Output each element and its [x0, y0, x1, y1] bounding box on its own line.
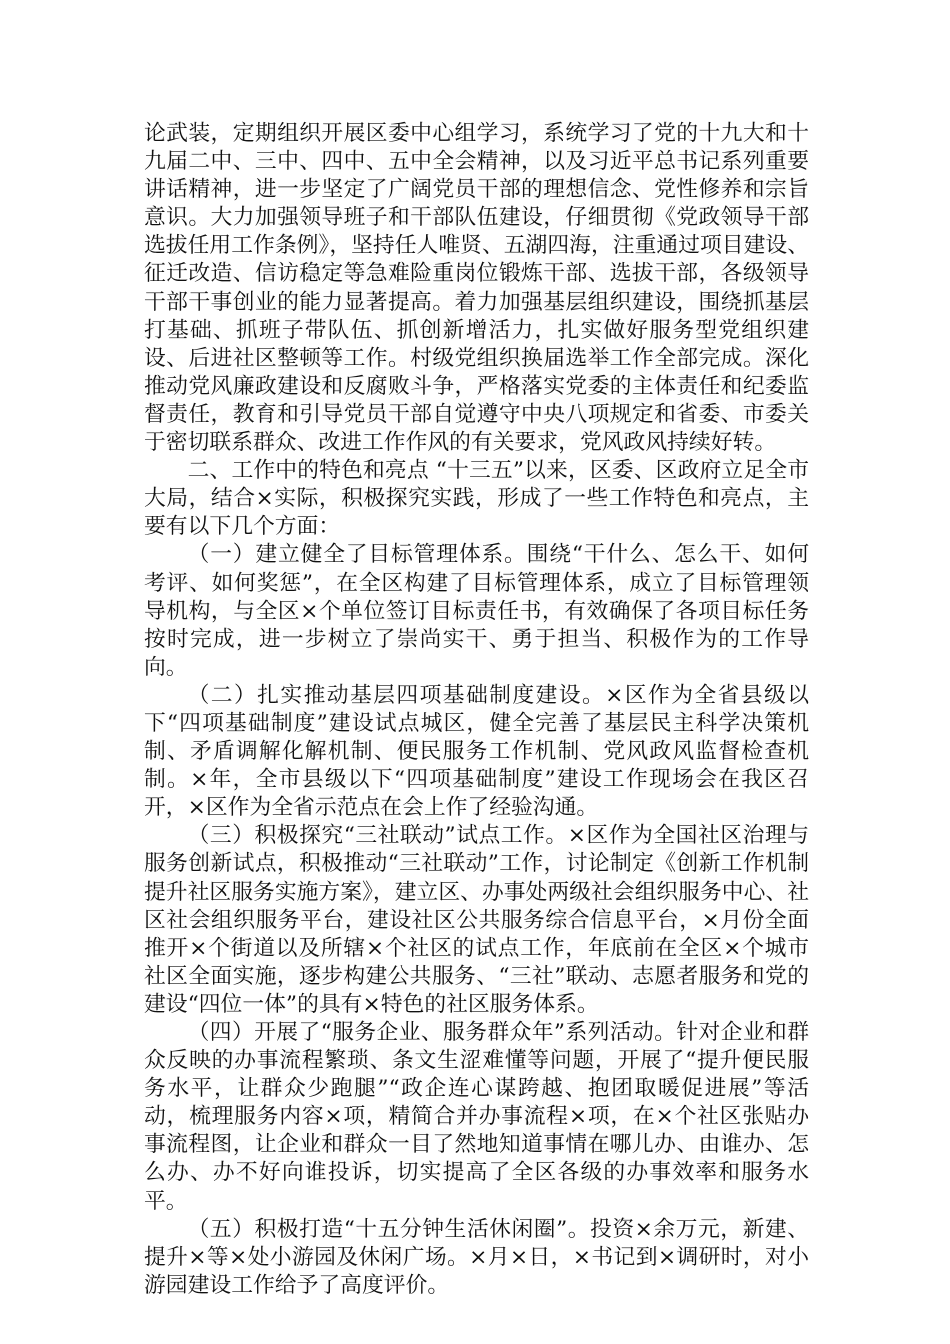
paragraph-party-building: 论武装，定期组织开展区委中心组学习，系统学习了党的十九大和十九届二中、三中、四中、五中全会精神，以及习近平总书记系列重要讲话精神，进一步坚定了广阔党员干部的理想信念、党性修养和宗旨意识。大力加强领导班子和干部队伍建设，仔细贯彻《党政领导干部选拔任用工作条例》，坚持任人唯贤、五湖四海，注重通过项目建设、征迁改造、信访稳定等急难险重岗位锻炼干部、选拔干部，各级领导干部干事创业的能力显著提高。着力加强基层组织建设，围绕抓基层打基础、抓班子带队伍、抓创新增活力，扎实做好服务型党组织建设、后进社区整顿等工作。村级党组织换届选举工作全部完成。深化推动党风廉政建设和反腐败斗争，严格落实党委的主体责任和纪委监督责任，教育和引导党员干部自觉遵守中央八项规定和省委、市委关于密切联系群众、改进工作作风的有关要求，党风政风持续好转。 — [144, 121, 809, 456]
paragraph-service-year: （四）开展了“服务企业、服务群众年”系列活动。针对企业和群众反映的办事流程繁琐、条文生涩难懂等问题，开展了“提升便民服务水平，让群众少跑腿”“政企连心谋跨越、抱团取暖促进展”等活动，梳理服务内容×项，精简合并办事流程×项，在×个社区张贴办事流程图，让企业和群众一目了然地知道事情在哪儿办、由谁办、怎么办、办不好向谁投诉，切实提高了全区各级的办事效率和服务水平。 — [144, 1020, 809, 1214]
document-page — [144, 120, 809, 1300]
paragraph-leisure-circle: （五）积极打造“十五分钟生活休闲圈”。投资×余万元，新建、提升×等×处小游园及休闲广场。×月×日，×书记到×调研时，对小游园建设工作给予了高度评价。 — [144, 1216, 809, 1298]
paragraph-target-management: （一）建立健全了目标管理体系。围绕“干什么、怎么干、如何考评、如何奖惩”，在全区构建了目标管理体系，成立了目标管理领导机构，与全区×个单位签订目标责任书，有效确保了各项目标任务按时完成，进一步树立了崇尚实干、勇于担当、积极作为的工作导向。 — [144, 542, 809, 680]
section-heading-features: 二、工作中的特色和亮点 “十三五”以来，区委、区政府立足全市大局，结合×实际，积极探究实践，形成了一些工作特色和亮点，主要有以下几个方面： — [144, 458, 809, 540]
paragraph-three-social-linkage: （三）积极探究“三社联动”试点工作。×区作为全国社区治理与服务创新试点，积极推动“三社联动”工作，讨论制定《创新工作机制提升社区服务实施方案》，建立区、办事处两级社会组织服务中心、社区社会组织服务平台，建设社区公共服务综合信息平台，×月份全面推开×个街道以及所辖×个社区的试点工作，年底前在全区×个城市社区全面实施，逐步构建公共服务、“三社”联动、志愿者服务和党的建设“四位一体”的具有×特色的社区服务体系。 — [144, 823, 809, 1017]
paragraph-four-basic-systems: （二）扎实推动基层四项基础制度建设。×区作为全省县级以下“四项基础制度”建设试点城区，健全完善了基层民主科学决策机制、矛盾调解化解机制、便民服务工作机制、党风政风监督检查机制。×年，全市县级以下“四项基础制度”建设工作现场会在我区召开，×区作为全省示范点在会上作了经验沟通。 — [144, 682, 809, 821]
